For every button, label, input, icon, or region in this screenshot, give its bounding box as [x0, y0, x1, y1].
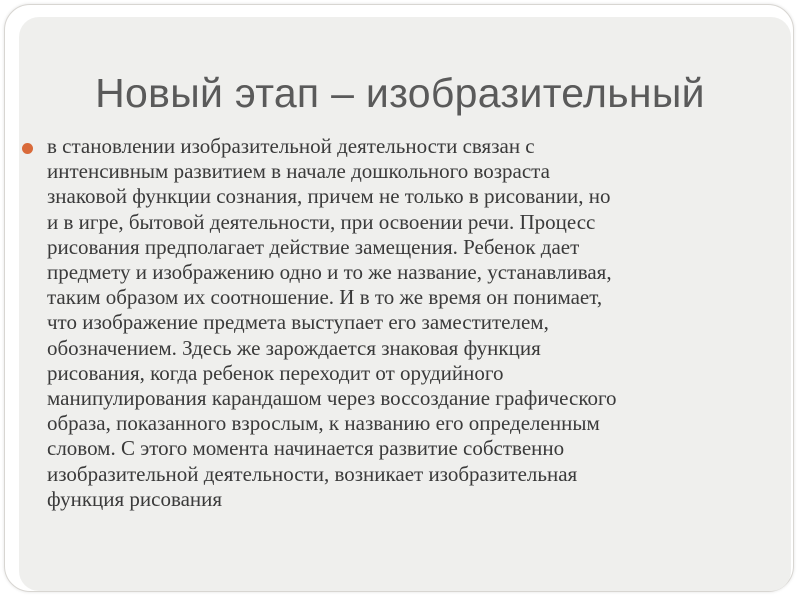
bullet-dot-icon	[22, 143, 33, 154]
bullet-text: в становлении изобразительной деятельности связан с интенсивным развитием в начале дошкольного возраста знаковой функции сознания, причем не только в рисовании, но и в игре, бытовой деятельности, при освоении речи. Процесс рисования предполагает действие замещения. Ребенок дает предмету и изображению одно и то же название, устанавливая, таким образом их соотношение. И в то же время он понимает, что изображение предмета выступает его заместителем, обозначением. Здесь же зарождается знаковая функция рисования, когда ребенок переходит от орудийного манипулирования карандашом через воссоздание графического образа, показанного взрослым, к названию его определенным словом. С этого момента начинается развитие собственно изобразительной деятельности, возникает изобразительная функция рисования	[47, 134, 617, 511]
slide-title: Новый этап – изобразительный	[95, 70, 705, 116]
